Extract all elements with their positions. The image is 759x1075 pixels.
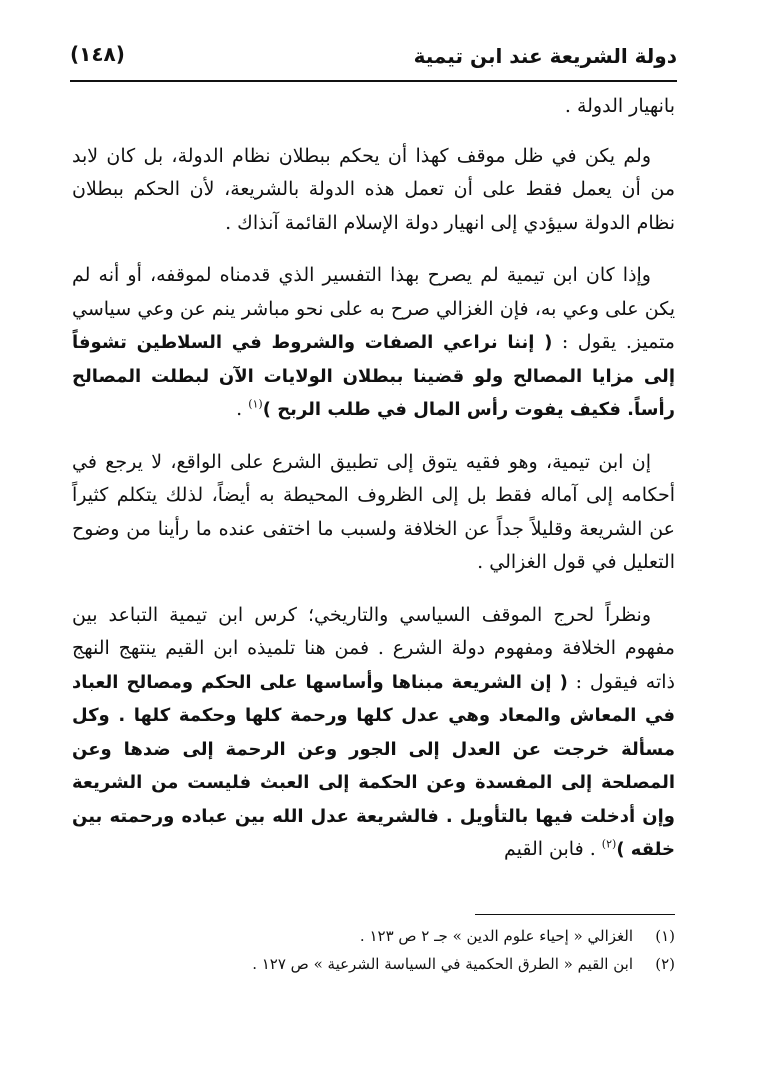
- running-title: دولة الشريعة عند ابن تيمية: [413, 44, 677, 68]
- footnote-number: (٢): [655, 955, 675, 973]
- footnote-reference: (٢): [601, 837, 617, 851]
- footnote-reference: (١): [248, 397, 263, 411]
- footnote-number: (١): [655, 927, 675, 945]
- footnote-text: ابن القيم « الطرق الحكمية في السياسة الشرعية » ص ١٢٧ .: [252, 955, 633, 973]
- paragraph: [72, 140, 675, 241]
- paragraph-text: وإذا كان ابن تيمية لم يصرح بهذا التفسير الذي قدمناه لموقفه، أو أنه لم يكن على وعي به، فإن الغزالي صرح به على نحو مباشر ينم عن وعي سياسي متميز. يقول :: [72, 264, 675, 353]
- paragraph: [72, 599, 675, 867]
- paragraph: [72, 446, 675, 580]
- footnote-separator: [475, 914, 675, 915]
- body-text: [72, 90, 675, 886]
- paragraph-text: إن ابن تيمية، وهو فقيه يتوق إلى تطبيق الشرع على الواقع، لا يرجع في أحكامه إلى آماله فقط بل إلى الظروف المحيطة به أيضاً، لذلك يتكلم كثيراً عن الشريعة وقليلاً جداً عن الخلافة ولسبب ما اختفى عنده ما رأينا من وضوح التعليل في قول الغزالي .: [72, 450, 675, 573]
- page-header: [70, 38, 677, 82]
- page-number: (١٤٨): [70, 42, 125, 66]
- paragraph-text: .: [236, 398, 249, 420]
- paragraph-text: بانهيار الدولة .: [564, 95, 675, 117]
- paragraph-text: . فابن القيم: [503, 838, 602, 860]
- quoted-text: ( إن الشريعة مبناها وأساسها على الحكم ومصالح العباد في المعاش والمعاد وهي عدل كلها ورحمة كلها وحكمة كلها . وكل مسألة خرجت عن العدل إلى الجور وعن الرحمة إلى ضدها وعن المصلحة إلى المفسدة وعن الحكمة إلى العبث فليست من الشريعة وإن أدخلت فيها بالتأويل . فالشريعة عدل الله بين عباده ورحمته بين خلقه ): [72, 671, 675, 860]
- quoted-text: ( إننا نراعي الصفات والشروط في السلاطين تشوفاً إلى مزايا المصالح ولو قضينا ببطلان الولايات الآن لبطلت المصالح رأساً. فكيف يفوت رأس المال في طلب الربح ): [72, 332, 675, 420]
- footnote-text: الغزالي « إحياء علوم الدين » جـ ٢ ص ١٢٣ .: [359, 927, 633, 945]
- paragraph-text: ونظراً لحرج الموقف السياسي والتاريخي؛ كرس ابن تيمية التباعد بين مفهوم الخلافة ومفهوم دولة الشرع . فمن هنا تلميذه ابن القيم ينتهج النهج ذاته فيقول :: [72, 603, 675, 693]
- footnote-item: [72, 922, 675, 950]
- paragraph: [72, 90, 675, 124]
- footnote-item: [72, 950, 675, 978]
- paragraph-text: ولم يكن في ظل موقف كهذا أن يحكم ببطلان نظام الدولة، بل كان لابد من أن يعمل فقط على أن تعمل هذه الدولة بالشريعة، لأن الحكم ببطلان نظام الدولة سيؤدي إلى انهيار دولة الإسلام القائمة آنذاك .: [72, 144, 675, 234]
- paragraph: [72, 259, 675, 427]
- footnotes: [72, 922, 675, 978]
